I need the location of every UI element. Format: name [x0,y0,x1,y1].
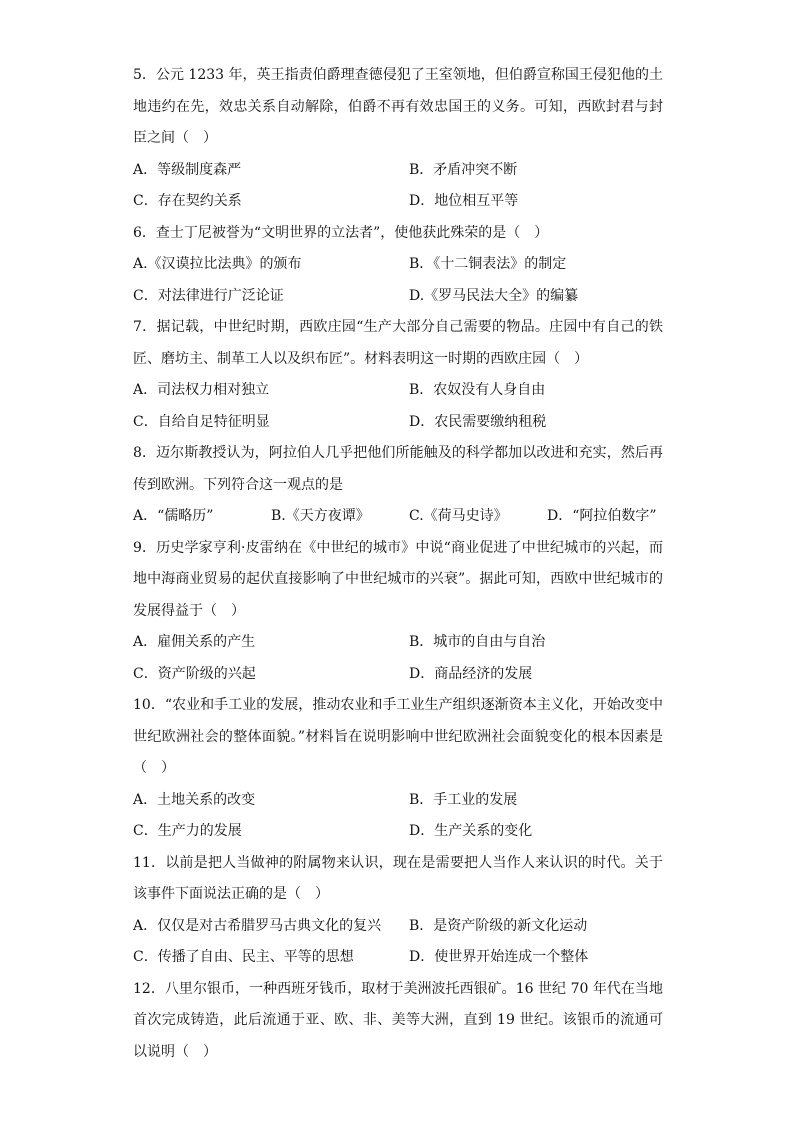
option-a[interactable]: A．仅仅是对古希腊罗马古典文化的复兴 [133,917,382,934]
option-d[interactable]: D.《罗马民法大全》的编纂 [409,287,579,304]
option-row [133,249,663,281]
option-b[interactable]: B．矛盾冲突不断 [409,161,518,178]
option-c[interactable]: C．对法律进行广泛论证 [133,287,284,304]
option-a[interactable]: A．司法权力相对独立 [133,382,270,398]
option-row [133,375,663,407]
option-c[interactable]: C．自给自足特征明显 [133,413,270,430]
option-row [133,155,663,187]
question-stem: 9．历史学家亨利·皮雷纳在《中世纪的城市》中说“商业促进了中世纪城市的兴起，而地中海商业贸易的起伏直接影响了中世纪城市的兴衰”。据此可知，西欧中世纪城市的发展得益于（ ） [133,539,663,619]
question-5 [133,60,794,218]
question-stem: 6．查士丁尼被誉为“文明世界的立法者”，使他获此殊荣的是（ ） [133,224,549,241]
question-stem: 7．据记载，中世纪时期，西欧庄园“生产大部分自己需要的物品。庄园中有自己的铁匠、磨坊主、制革工人以及织布匠”。材料表明这一时期的西欧庄园（ ） [133,319,663,367]
question-stem: 5．公元 1233 年，英王指责伯爵理查德侵犯了王室领地，但伯爵宣称国王侵犯他的土地违约在先，效忠关系自动解除，伯爵不再有效忠国王的义务。可知，西欧封君与封臣之间（ ） [133,67,663,146]
question-8 [133,438,794,533]
option-c[interactable]: C．传播了自由、民主、平等的思想 [133,949,354,965]
option-row [133,186,663,218]
option-a[interactable]: A．土地关系的改变 [133,791,256,808]
option-d[interactable]: D．使世界开始连成一个整体 [409,949,589,965]
option-d[interactable]: D．生产关系的变化 [409,823,533,839]
question-6 [133,218,794,313]
option-d[interactable]: D．农民需要缴纳租税 [409,413,547,430]
option-row [133,816,663,848]
option-a[interactable]: A．雇佣关系的产生 [133,634,256,650]
option-d[interactable]: D．地位相互平等 [409,193,519,209]
option-d[interactable]: D．“阿拉伯数字” [547,508,657,524]
option-row [133,785,663,817]
option-d[interactable]: D．商品经济的发展 [409,665,533,682]
option-row [133,281,663,313]
option-c[interactable]: C．生产力的发展 [133,823,242,839]
option-b[interactable]: B．是资产阶级的新文化运动 [409,917,588,934]
option-b[interactable]: B．《十二铜表法》的制定 [409,256,567,272]
question-7 [133,312,794,438]
option-row [133,407,663,439]
question-10 [133,690,794,848]
question-stem: 10．“农业和手工业的发展，推动农业和手工业生产组织逐渐资本主义化，开始改变中世纪欧洲社会的整体面貌。”材料旨在说明影响中世纪欧洲社会面貌变化的根本因素是（ ） [133,697,663,776]
question-9 [133,533,794,691]
option-row [133,659,663,691]
option-c[interactable]: C．资产阶级的兴起 [133,665,256,682]
option-row [133,501,663,533]
option-c[interactable]: C.《荷马史诗》 [409,508,508,524]
option-row [133,911,663,943]
option-row [133,942,663,974]
question-12 [133,974,794,1069]
option-row [133,627,663,659]
question-11 [133,848,794,974]
option-c[interactable]: C．存在契约关系 [133,193,242,209]
question-stem: 8．迈尔斯教授认为，阿拉伯人几乎把他们所能触及的科学都加以改进和充实，然后再传到欧洲。下列符合这一观点的是 [133,445,663,493]
option-a[interactable]: A．等级制度森严 [133,161,242,178]
option-a[interactable]: A．“儒略历” [133,508,214,524]
option-b[interactable]: B．手工业的发展 [409,791,518,808]
option-b[interactable]: B.《天方夜谭》 [271,508,370,524]
option-a[interactable]: A.《汉谟拉比法典》的颁布 [133,256,302,272]
option-b[interactable]: B．城市的自由与自治 [409,634,546,650]
question-stem: 11．以前是把人当做神的附属物来认识，现在是需要把人当作人来认识的时代。关于该事件下面说法正确的是（ ） [133,854,663,902]
question-stem: 12．八里尔银币，一种西班牙钱币，取材于美洲波托西银矿。16 世纪 70 年代在当地首次完成铸造，此后流通于亚、欧、非、美等大洲，直到 19 世纪。该银币的流通可以说明（ ） [133,980,663,1060]
option-b[interactable]: B．农奴没有人身自由 [409,382,546,398]
